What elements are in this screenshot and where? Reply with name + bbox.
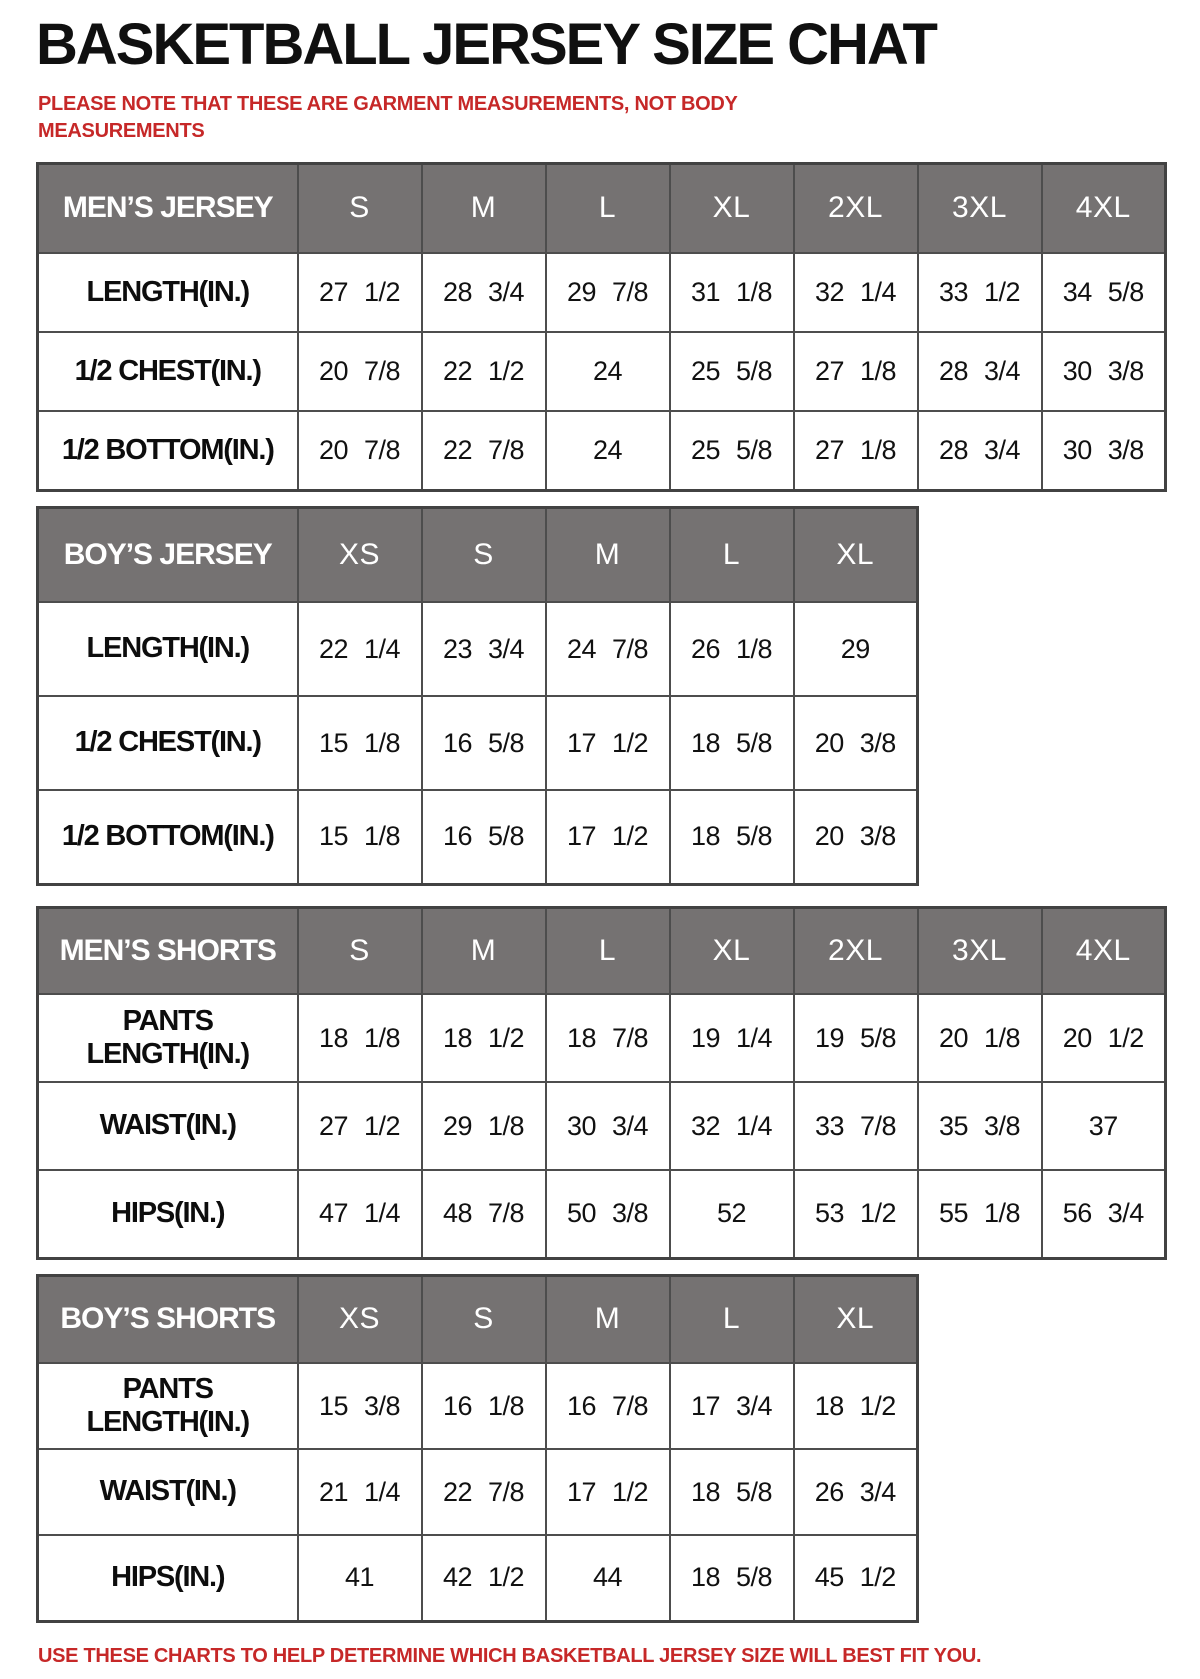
measurement-value-cell: 22 7/8 xyxy=(422,411,546,490)
measurement-row-label: 1/2 CHEST(IN.) xyxy=(38,332,298,411)
measurement-value-cell: 18 1/2 xyxy=(422,994,546,1082)
measurement-row-label: PANTS LENGTH(IN.) xyxy=(38,994,298,1082)
size-column-header: S xyxy=(422,507,546,602)
measurement-value-cell: 48 7/8 xyxy=(422,1170,546,1258)
size-table-mens-shorts xyxy=(36,906,1167,1260)
measurement-value-cell: 28 3/4 xyxy=(918,411,1042,490)
measurement-value-cell: 22 1/4 xyxy=(298,602,422,696)
measurement-row-label: HIPS(IN.) xyxy=(38,1170,298,1258)
measurement-value-cell: 47 1/4 xyxy=(298,1170,422,1258)
measurement-row-label: WAIST(IN.) xyxy=(38,1449,298,1535)
measurement-value-cell: 29 xyxy=(794,602,918,696)
measurement-value-cell: 16 5/8 xyxy=(422,790,546,884)
size-column-header: S xyxy=(298,907,422,994)
measurement-value-cell: 16 1/8 xyxy=(422,1363,546,1449)
size-column-header: XL xyxy=(670,163,794,253)
measurement-value-cell: 20 3/8 xyxy=(794,790,918,884)
table-row xyxy=(38,1449,918,1535)
table-row xyxy=(38,1170,1166,1258)
measurement-value-cell: 20 1/2 xyxy=(1042,994,1166,1082)
size-column-header: L xyxy=(670,1275,794,1363)
measurement-value-cell: 25 5/8 xyxy=(670,332,794,411)
tables xyxy=(36,162,1200,1623)
measurement-value-cell: 50 3/8 xyxy=(546,1170,670,1258)
size-column-header: 3XL xyxy=(918,907,1042,994)
measurement-value-cell: 18 5/8 xyxy=(670,696,794,790)
size-column-header: XS xyxy=(298,1275,422,1363)
table-title-mens-shorts: MEN’S SHORTS xyxy=(38,907,298,994)
size-table-boys-jersey xyxy=(36,506,919,886)
measurement-value-cell: 20 7/8 xyxy=(298,411,422,490)
measurement-value-cell: 24 xyxy=(546,411,670,490)
measurement-row-label: 1/2 BOTTOM(IN.) xyxy=(38,790,298,884)
size-column-header: 2XL xyxy=(794,907,918,994)
measurement-value-cell: 17 1/2 xyxy=(546,1449,670,1535)
measurement-row-label: 1/2 BOTTOM(IN.) xyxy=(38,411,298,490)
measurement-value-cell: 30 3/8 xyxy=(1042,411,1166,490)
measurement-value-cell: 25 5/8 xyxy=(670,411,794,490)
measurement-value-cell: 23 3/4 xyxy=(422,602,546,696)
measurement-row-label: HIPS(IN.) xyxy=(38,1535,298,1621)
measurement-value-cell: 22 7/8 xyxy=(422,1449,546,1535)
table-row xyxy=(38,411,1166,490)
size-column-header: S xyxy=(422,1275,546,1363)
measurement-value-cell: 26 1/8 xyxy=(670,602,794,696)
measurement-value-cell: 27 1/8 xyxy=(794,332,918,411)
size-column-header: M xyxy=(422,163,546,253)
size-column-header: L xyxy=(670,507,794,602)
measurement-value-cell: 55 1/8 xyxy=(918,1170,1042,1258)
measurement-row-label: LENGTH(IN.) xyxy=(38,253,298,332)
measurement-value-cell: 17 1/2 xyxy=(546,790,670,884)
measurement-value-cell: 29 1/8 xyxy=(422,1082,546,1170)
measurement-row-label: WAIST(IN.) xyxy=(38,1082,298,1170)
measurement-value-cell: 29 7/8 xyxy=(546,253,670,332)
measurement-value-cell: 32 1/4 xyxy=(670,1082,794,1170)
fit-advice-note: USE THESE CHARTS TO HELP DETERMINE WHICH BASKETBALL JERSEY SIZE WILL BEST FIT YOU. xyxy=(38,1644,982,1667)
measurement-value-cell: 35 3/8 xyxy=(918,1082,1042,1170)
measurement-value-cell: 22 1/2 xyxy=(422,332,546,411)
measurement-value-cell: 45 1/2 xyxy=(794,1535,918,1621)
measurement-value-cell: 19 1/4 xyxy=(670,994,794,1082)
measurement-value-cell: 21 1/4 xyxy=(298,1449,422,1535)
size-column-header: M xyxy=(546,1275,670,1363)
measurement-value-cell: 18 5/8 xyxy=(670,1535,794,1621)
size-column-header: 2XL xyxy=(794,163,918,253)
measurement-value-cell: 17 3/4 xyxy=(670,1363,794,1449)
measurement-value-cell: 27 1/2 xyxy=(298,253,422,332)
size-column-header: M xyxy=(422,907,546,994)
measurement-value-cell: 28 3/4 xyxy=(918,332,1042,411)
measurement-value-cell: 33 1/2 xyxy=(918,253,1042,332)
table-row xyxy=(38,1535,918,1621)
measurement-value-cell: 20 1/8 xyxy=(918,994,1042,1082)
table-title-boys-jersey: BOY’S JERSEY xyxy=(38,507,298,602)
table-title-mens-jersey: MEN’S JERSEY xyxy=(38,163,298,253)
measurement-value-cell: 24 7/8 xyxy=(546,602,670,696)
measurement-value-cell: 15 1/8 xyxy=(298,696,422,790)
measurement-value-cell: 30 3/4 xyxy=(546,1082,670,1170)
page-title: BASKETBALL JERSEY SIZE CHAT xyxy=(36,12,936,77)
measurement-value-cell: 42 1/2 xyxy=(422,1535,546,1621)
garment-measurement-note: PLEASE NOTE THAT THESE ARE GARMENT MEASUREMENTS, NOT BODY MEASUREMENTS xyxy=(38,92,738,142)
measurement-value-cell: 53 1/2 xyxy=(794,1170,918,1258)
measurement-value-cell: 18 1/2 xyxy=(794,1363,918,1449)
table-title-boys-shorts: BOY’S SHORTS xyxy=(38,1275,298,1363)
size-table-boys-shorts xyxy=(36,1274,919,1623)
size-column-header: 4XL xyxy=(1042,163,1166,253)
table-row xyxy=(38,696,918,790)
size-column-header: XL xyxy=(794,1275,918,1363)
size-column-header: S xyxy=(298,163,422,253)
measurement-value-cell: 15 1/8 xyxy=(298,790,422,884)
measurement-value-cell: 31 1/8 xyxy=(670,253,794,332)
measurement-value-cell: 18 5/8 xyxy=(670,1449,794,1535)
measurement-value-cell: 32 1/4 xyxy=(794,253,918,332)
measurement-value-cell: 20 3/8 xyxy=(794,696,918,790)
size-column-header: M xyxy=(546,507,670,602)
measurement-value-cell: 16 7/8 xyxy=(546,1363,670,1449)
measurement-value-cell: 41 xyxy=(298,1535,422,1621)
measurement-value-cell: 26 3/4 xyxy=(794,1449,918,1535)
table-row xyxy=(38,253,1166,332)
table-row xyxy=(38,1082,1166,1170)
measurement-row-label: LENGTH(IN.) xyxy=(38,602,298,696)
table-row xyxy=(38,994,1166,1082)
measurement-value-cell: 16 5/8 xyxy=(422,696,546,790)
measurement-value-cell: 18 1/8 xyxy=(298,994,422,1082)
measurement-row-label: PANTS LENGTH(IN.) xyxy=(38,1363,298,1449)
measurement-value-cell: 52 xyxy=(670,1170,794,1258)
measurement-value-cell: 28 3/4 xyxy=(422,253,546,332)
table-row xyxy=(38,602,918,696)
size-column-header: XL xyxy=(794,507,918,602)
measurement-row-label: 1/2 CHEST(IN.) xyxy=(38,696,298,790)
measurement-value-cell: 20 7/8 xyxy=(298,332,422,411)
measurement-value-cell: 30 3/8 xyxy=(1042,332,1166,411)
size-column-header: 4XL xyxy=(1042,907,1166,994)
measurement-value-cell: 27 1/8 xyxy=(794,411,918,490)
measurement-value-cell: 24 xyxy=(546,332,670,411)
measurement-value-cell: 34 5/8 xyxy=(1042,253,1166,332)
measurement-value-cell: 19 5/8 xyxy=(794,994,918,1082)
measurement-value-cell: 15 3/8 xyxy=(298,1363,422,1449)
measurement-value-cell: 44 xyxy=(546,1535,670,1621)
table-row xyxy=(38,332,1166,411)
size-column-header: L xyxy=(546,907,670,994)
table-row xyxy=(38,790,918,884)
size-column-header: XS xyxy=(298,507,422,602)
table-row xyxy=(38,1363,918,1449)
size-column-header: XL xyxy=(670,907,794,994)
measurement-value-cell: 18 7/8 xyxy=(546,994,670,1082)
size-column-header: L xyxy=(546,163,670,253)
measurement-value-cell: 33 7/8 xyxy=(794,1082,918,1170)
measurement-value-cell: 27 1/2 xyxy=(298,1082,422,1170)
measurement-value-cell: 17 1/2 xyxy=(546,696,670,790)
size-column-header: 3XL xyxy=(918,163,1042,253)
size-table-mens-jersey xyxy=(36,162,1167,492)
measurement-value-cell: 56 3/4 xyxy=(1042,1170,1166,1258)
measurement-value-cell: 37 xyxy=(1042,1082,1166,1170)
measurement-value-cell: 18 5/8 xyxy=(670,790,794,884)
